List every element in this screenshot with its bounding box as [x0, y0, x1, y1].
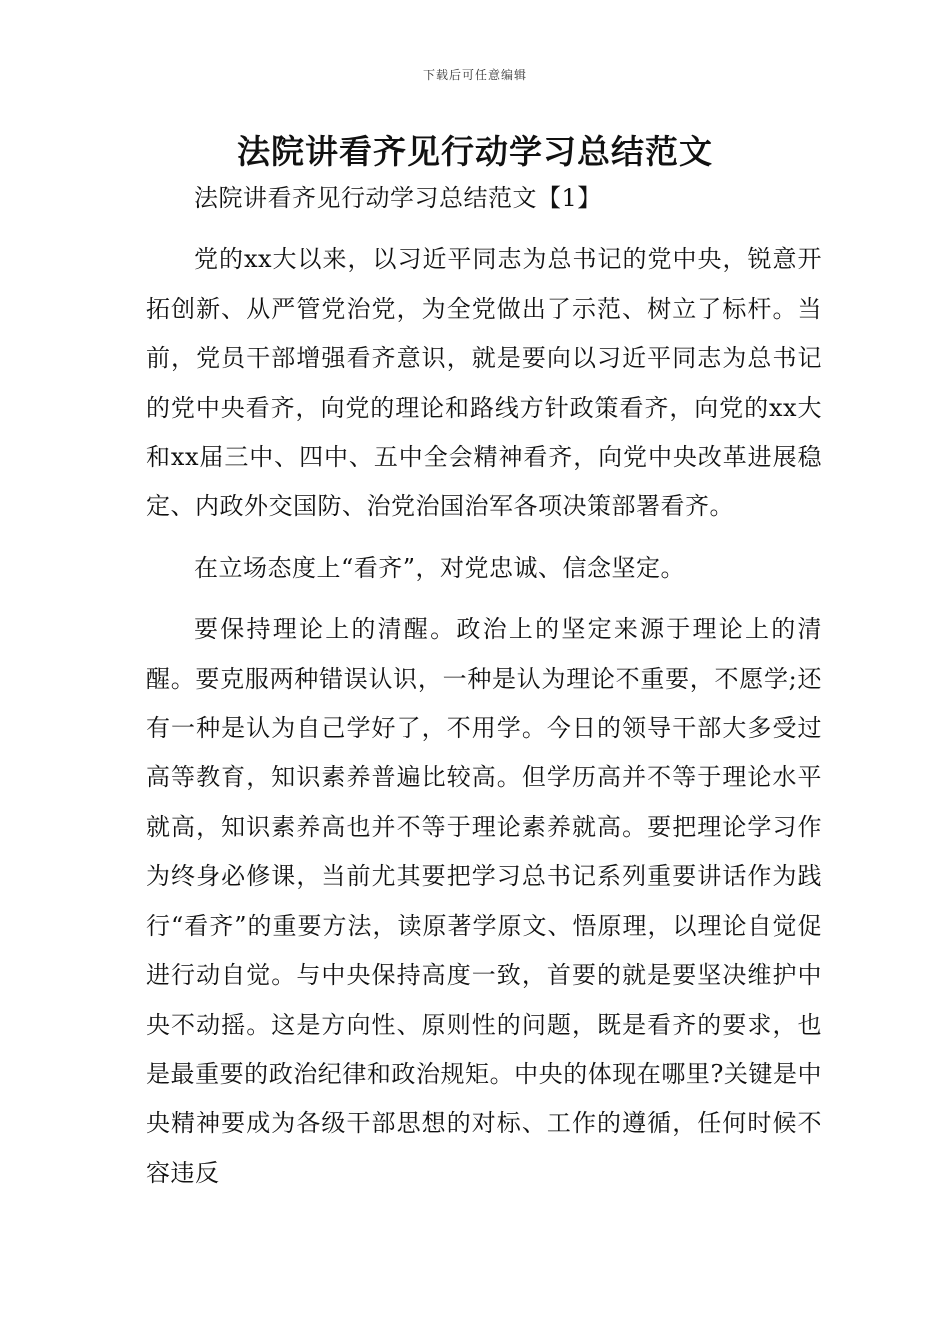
- document-title: 法院讲看齐见行动学习总结范文: [237, 132, 713, 171]
- body-paragraph: 要保持理论上的清醒。政治上的坚定来源于理论上的清醒。要克服两种错误认识，一种是认为理论不重要，不愿学;还有一种是认为自己学好了，不用学。今日的领导干部大多受过高等教育，知识素养普遍比较高。但学历高并不等于理论水平就高，知识素养高也并不等于理论素养就高。要把理论学习作为终身必修课，当前尤其要把学习总书记系列重要讲话作为践行“看齐”的重要方法，读原著学原文、悟原理，以理论自觉促进行动自觉。与中央保持高度一致，首要的就是要坚决维护中央不动摇。这是方向性、原则性的问题，既是看齐的要求，也是最重要的政治纪律和政治规矩。中央的体现在哪里?关键是中央精神要成为各级干部思想的对标、工作的遵循，任何时候不容违反: [146, 615, 822, 1187]
- header-note: 下载后可任意编辑: [422, 68, 527, 82]
- section-heading: 法院讲看齐见行动学习总结范文【1】: [194, 184, 602, 212]
- document-body: [146, 174, 822, 1198]
- body-paragraph: 在立场态度上“看齐”，对党忠诚、信念坚定。: [194, 553, 686, 582]
- body-paragraph: 党的xx大以来，以习近平同志为总书记的党中央，锐意开拓创新、从严管党治党，为全党做出了示范、树立了标杆。当前，党员干部增强看齐意识，就是要向以习近平同志为总书记的党中央看齐，向党的理论和路线方针政策看齐，向党的xx大和xx届三中、四中、五中全会精神看齐，向党中央改革进展稳定、内政外交国防、治党治国治军各项决策部署看齐。: [146, 245, 822, 521]
